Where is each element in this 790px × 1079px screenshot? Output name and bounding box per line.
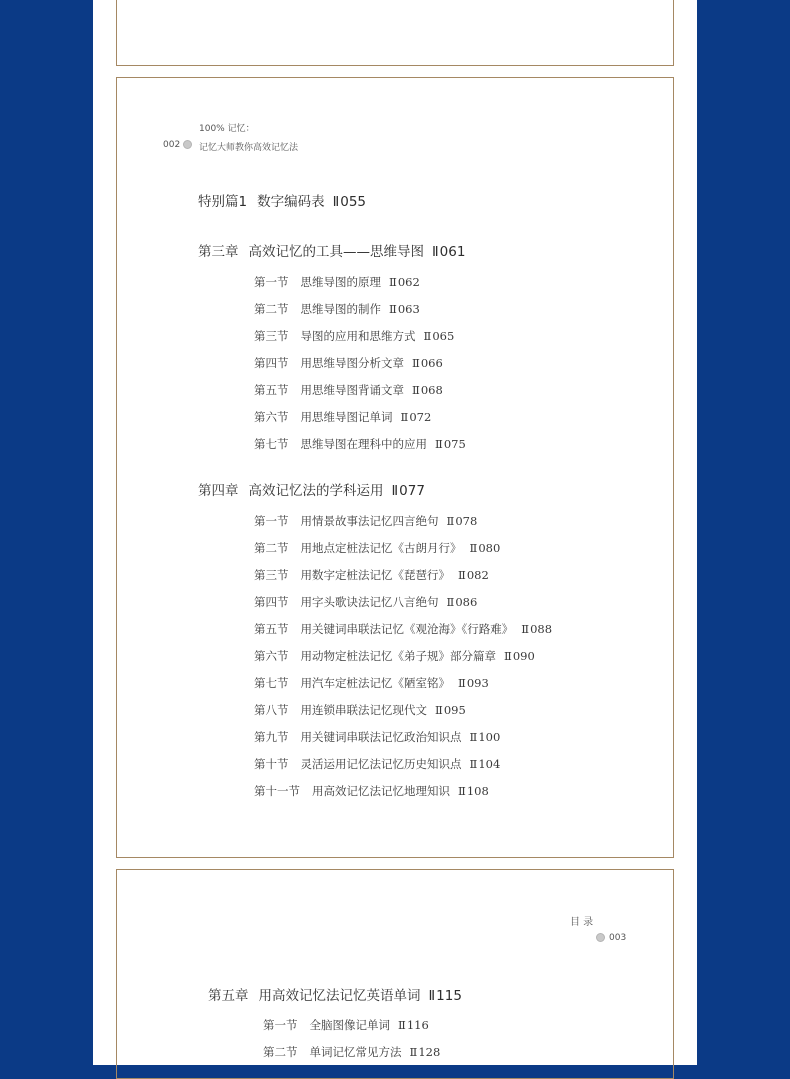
toc-entry-number: 第一节 <box>263 1018 298 1032</box>
toc-section-entry <box>254 675 489 691</box>
toc-entry-title: 用思维导图分析文章 <box>300 356 404 370</box>
page-marker-icon: Ⅱ <box>412 383 419 397</box>
toc-entry-number: 第一节 <box>254 275 289 289</box>
toc-entry-page: Ⅱ 066 <box>412 356 443 370</box>
toc-section-entry <box>254 702 466 718</box>
page-marker-icon: Ⅱ <box>428 988 435 1004</box>
toc-entry-number: 第二节 <box>254 541 289 555</box>
page-marker-icon: Ⅱ <box>423 329 431 343</box>
toc-entry-number: 特别篇1 <box>198 194 248 210</box>
toc-entry-page: Ⅱ 090 <box>504 649 535 663</box>
toc-entry-title: 用高效记忆法记忆英语单词 <box>258 988 421 1004</box>
toc-entry-title: 全脑图像记单词 <box>309 1018 390 1032</box>
page-marker-icon: Ⅱ <box>391 483 398 499</box>
page-marker-icon: Ⅱ <box>435 437 442 451</box>
series-title: 100% 记忆： <box>199 124 255 134</box>
toc-entry-title: 用数字定桩法记忆《琵琶行》 <box>300 568 450 582</box>
toc-section-entry <box>254 540 500 556</box>
toc-entry-title: 数字编码表 <box>257 194 325 210</box>
toc-entry-page: Ⅱ 072 <box>400 410 432 424</box>
toc-entry-title: 用连锁串联法记忆现代文 <box>300 703 427 717</box>
toc-entry-page: Ⅱ 088 <box>521 622 553 636</box>
toc-entry-title: 思维导图的制作 <box>300 302 381 316</box>
page-marker-icon: Ⅱ <box>432 244 438 260</box>
toc-entry-number: 第一节 <box>254 514 289 528</box>
toc-entry-title: 用字头歌诀法记忆八言绝句 <box>300 595 439 609</box>
toc-section-entry <box>254 328 454 344</box>
page-marker-icon: Ⅱ <box>389 302 396 316</box>
toc-entry-number: 第五节 <box>254 622 289 636</box>
toc-chapter-entry <box>208 984 462 1004</box>
toc-entry-page: Ⅱ 077 <box>391 483 425 499</box>
page-marker-icon: Ⅱ <box>469 730 477 744</box>
toc-entry-page: Ⅱ 078 <box>446 514 478 528</box>
toc-section-entry <box>254 355 443 371</box>
toc-section-entry <box>254 621 552 637</box>
toc-chapter-entry <box>198 190 366 210</box>
toc-section-entry <box>254 301 420 317</box>
page-dot-icon <box>183 140 192 149</box>
toc-entry-page: Ⅱ 082 <box>458 568 489 582</box>
toc-section-entry <box>263 1017 429 1033</box>
toc-entry-page: Ⅱ 061 <box>432 244 466 260</box>
page-marker-icon: Ⅱ <box>389 275 396 289</box>
toc-entry-title: 导图的应用和思维方式 <box>300 329 416 343</box>
toc-entry-number: 第七节 <box>254 676 289 690</box>
toc-section-entry <box>254 513 477 529</box>
toc-entry-page: Ⅱ 068 <box>412 383 443 397</box>
toc-entry-title: 用思维导图背诵文章 <box>300 383 404 397</box>
toc-entry-page: Ⅱ 065 <box>423 329 455 343</box>
toc-section-entry <box>254 729 500 745</box>
page-marker-icon: Ⅱ <box>400 410 408 424</box>
page-marker-icon: Ⅱ <box>504 649 511 663</box>
toc-entry-number: 第四节 <box>254 356 289 370</box>
toc-section-entry <box>263 1044 440 1060</box>
toc-entry-page: Ⅱ 108 <box>458 784 489 798</box>
toc-entry-title: 灵活运用记忆法记忆历史知识点 <box>300 757 462 771</box>
toc-heading: 目 录 <box>570 917 594 928</box>
toc-section-entry <box>254 756 500 772</box>
toc-entry-number: 第五章 <box>208 988 249 1004</box>
toc-entry-page: Ⅱ 115 <box>428 988 462 1004</box>
toc-section-entry <box>254 409 431 425</box>
page-marker-icon: Ⅱ <box>469 541 477 555</box>
page-frame-top <box>116 0 674 66</box>
toc-section-entry <box>254 436 466 452</box>
toc-entry-title: 用汽车定桩法记忆《陋室铭》 <box>300 676 450 690</box>
toc-entry-page: Ⅱ 080 <box>469 541 501 555</box>
toc-entry-page: Ⅱ 063 <box>389 302 420 316</box>
toc-entry-title: 高效记忆的工具——思维导图 <box>248 244 424 260</box>
book-title: 记忆大师教你高效记忆法 <box>199 143 299 153</box>
toc-entry-page: Ⅱ 062 <box>389 275 420 289</box>
toc-entry-page: Ⅱ 075 <box>435 437 466 451</box>
page-marker-icon: Ⅱ <box>521 622 529 636</box>
toc-section-entry <box>254 648 535 664</box>
toc-entry-title: 单词记忆常见方法 <box>309 1045 402 1059</box>
toc-entry-number: 第六节 <box>254 410 289 424</box>
toc-entry-number: 第四节 <box>254 595 289 609</box>
toc-chapter-entry <box>198 479 425 499</box>
toc-entry-number: 第五节 <box>254 383 289 397</box>
toc-entry-page: Ⅱ 055 <box>332 194 367 210</box>
toc-entry-title: 用情景故事法记忆四言绝句 <box>300 514 439 528</box>
toc-entry-number: 第三章 <box>198 244 239 260</box>
page-marker-icon: Ⅱ <box>469 757 477 771</box>
toc-entry-title: 用关键词串联法记忆政治知识点 <box>300 730 462 744</box>
toc-chapter-entry <box>198 240 465 260</box>
toc-section-entry <box>254 594 477 610</box>
page-marker-icon: Ⅱ <box>332 194 339 210</box>
page-marker-icon: Ⅱ <box>446 514 454 528</box>
toc-entry-title: 思维导图在理科中的应用 <box>300 437 427 451</box>
page-marker-icon: Ⅱ <box>412 356 419 370</box>
page-marker-icon: Ⅱ <box>458 676 465 690</box>
toc-entry-page: Ⅱ 100 <box>469 730 501 744</box>
toc-entry-number: 第九节 <box>254 730 289 744</box>
toc-entry-title: 用地点定桩法记忆《古朗月行》 <box>300 541 462 555</box>
page-marker-icon: Ⅱ <box>409 1045 417 1059</box>
toc-entry-page: Ⅱ 095 <box>435 703 466 717</box>
toc-entry-number: 第七节 <box>254 437 289 451</box>
toc-entry-number: 第三节 <box>254 329 289 343</box>
toc-section-entry <box>254 274 420 290</box>
page-marker-icon: Ⅱ <box>458 568 465 582</box>
toc-entry-number: 第八节 <box>254 703 289 717</box>
toc-entry-number: 第十节 <box>254 757 289 771</box>
page-marker-icon: Ⅱ <box>398 1018 405 1032</box>
toc-entry-number: 第十一节 <box>254 784 300 798</box>
page-marker-icon: Ⅱ <box>458 784 465 798</box>
toc-entry-number: 第六节 <box>254 649 289 663</box>
toc-entry-number: 第三节 <box>254 568 289 582</box>
toc-section-entry <box>254 783 489 799</box>
toc-entry-page: Ⅱ 086 <box>446 595 478 609</box>
page-number: 002 <box>163 140 181 150</box>
toc-entry-number: 第四章 <box>198 483 239 499</box>
toc-entry-page: Ⅱ 116 <box>398 1018 429 1032</box>
page-dot-icon <box>596 933 605 942</box>
toc-section-entry <box>254 382 443 398</box>
toc-entry-title: 用关键词串联法记忆《观沧海》《行路难》 <box>300 622 514 636</box>
toc-entry-title: 用思维导图记单词 <box>300 410 393 424</box>
toc-entry-number: 第二节 <box>263 1045 298 1059</box>
toc-entry-title: 思维导图的原理 <box>300 275 381 289</box>
toc-entry-title: 用动物定桩法记忆《弟子规》部分篇章 <box>300 649 496 663</box>
page-number: 003 <box>609 933 627 943</box>
page-marker-icon: Ⅱ <box>446 595 454 609</box>
toc-entry-page: Ⅱ 128 <box>409 1045 441 1059</box>
toc-entry-page: Ⅱ 093 <box>458 676 489 690</box>
toc-entry-page: Ⅱ 104 <box>469 757 501 771</box>
page-marker-icon: Ⅱ <box>435 703 442 717</box>
toc-section-entry <box>254 567 489 583</box>
toc-entry-title: 高效记忆法的学科运用 <box>248 483 384 499</box>
toc-entry-number: 第二节 <box>254 302 289 316</box>
toc-entry-title: 用高效记忆法记忆地理知识 <box>312 784 450 798</box>
